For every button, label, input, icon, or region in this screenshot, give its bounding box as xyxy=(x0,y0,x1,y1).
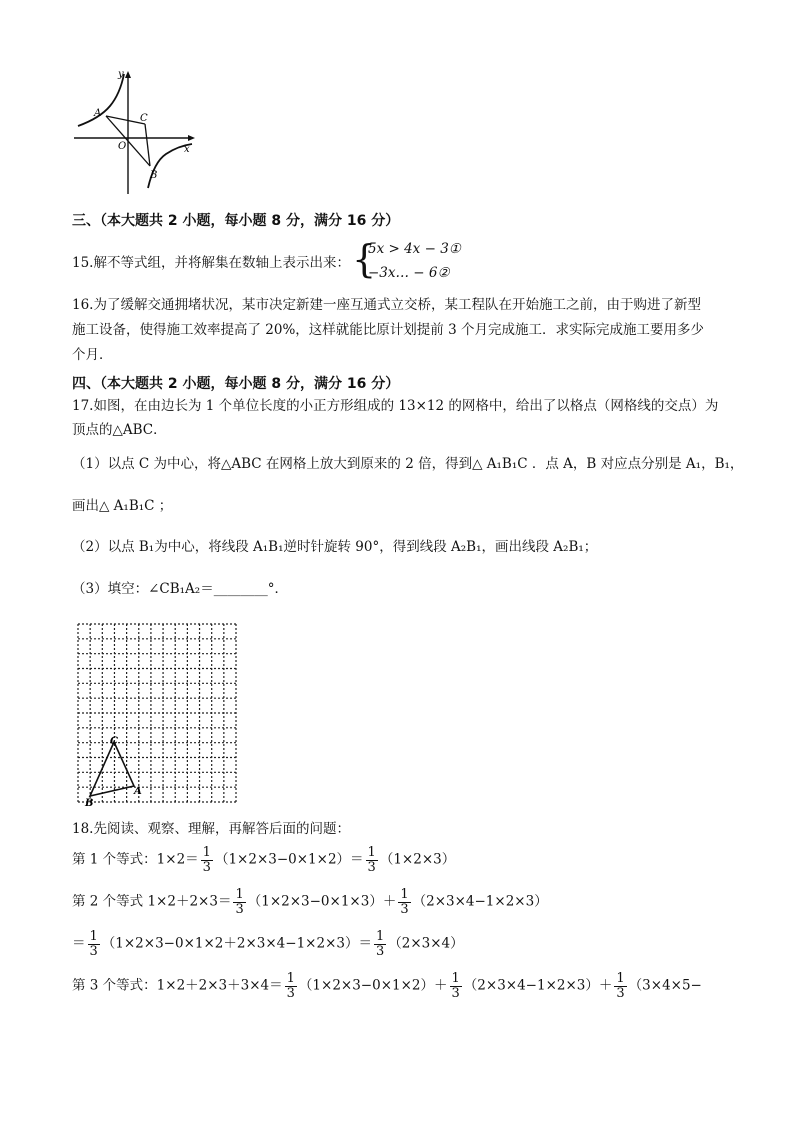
fraction-one-third xyxy=(398,888,410,916)
grid-label-a: A xyxy=(134,786,142,797)
q18-equation-2 xyxy=(72,888,548,916)
fraction-one-third xyxy=(374,930,386,958)
eq3-head: 第 3 个等式：1×2＋2×3＋3×4＝ xyxy=(72,977,283,994)
q17-part-3: （3）填空：∠CB₁A₂＝________°． xyxy=(72,581,288,597)
eq1-tail: （1×2×3） xyxy=(379,851,456,868)
q16-line-1: 16.为了缓解交通拥堵状况，某市决定新建一座互通式立交桥，某工程队在开始施工之前，由于购进了新型 xyxy=(72,297,701,313)
grid-label-b: B xyxy=(85,798,94,808)
q15-inequality-1: 5x > 4x − 3① xyxy=(368,241,461,257)
q17-line-2: 顶点的△ABC． xyxy=(72,422,167,438)
eq3-b: （2×3×4−1×2×3）＋ xyxy=(463,977,613,994)
frac-num: 1 xyxy=(451,971,460,986)
fraction-one-third xyxy=(233,888,245,916)
grid-label-c: C xyxy=(110,736,118,747)
frac-den: 3 xyxy=(375,943,385,959)
eq3-c: （3×4×5− xyxy=(628,977,702,994)
eq1-mid: （1×2×3−0×1×2）＝ xyxy=(214,851,364,868)
eq2-head: 第 2 个等式 1×2＋2×3＝ xyxy=(72,893,232,910)
grid-lines xyxy=(78,624,236,802)
eq2b-tail: （2×3×4） xyxy=(388,935,464,952)
fraction-one-third xyxy=(88,930,100,958)
q15-inequality-2: −3x… − 6② xyxy=(368,265,450,281)
eq3-a: （1×2×3−0×1×2）＋ xyxy=(298,977,448,994)
system-brace: { xyxy=(352,237,377,281)
label-a: A xyxy=(94,108,102,119)
eq2b-mid: （1×2×3−0×1×2＋2×3×4−1×2×3）＝ xyxy=(101,935,372,952)
label-y: y xyxy=(118,69,124,80)
fraction-one-third xyxy=(201,846,213,874)
q17-line-1: 17.如图，在由边长为 1 个单位长度的小正方形组成的 13×12 的网格中，给出了以格点（网格线的交点）为 xyxy=(72,398,719,414)
eq2b-head: ＝ xyxy=(72,935,86,952)
eq1-head: 第 1 个等式：1×2＝ xyxy=(72,851,199,868)
section-3-heading: 三、（本大题共 2 小题，每小题 8 分，满分 16 分） xyxy=(72,213,400,229)
q18-equation-2-continued xyxy=(72,930,464,958)
frac-den: 3 xyxy=(202,859,211,875)
frac-num: 1 xyxy=(202,845,211,860)
frac-den: 3 xyxy=(286,985,295,1001)
q18-equation-3 xyxy=(72,972,702,1000)
q17-part-2: （2）以点 B₁为中心，将线段 A₁B₁逆时针旋转 90°，得到线段 A₂B₁，画出线段 A₂B₁； xyxy=(72,539,598,555)
frac-num: 1 xyxy=(400,887,409,902)
label-c: C xyxy=(140,113,148,124)
frac-den: 3 xyxy=(451,985,460,1001)
frac-den: 3 xyxy=(400,901,409,917)
frac-num: 1 xyxy=(367,845,376,860)
q16-line-2: 施工设备，使得施工效率提高了 20%，这样就能比原计划提前 3 个月完成施工．求实际完成施工要用多少 xyxy=(72,322,704,338)
frac-den: 3 xyxy=(367,859,376,875)
q17-grid-figure xyxy=(74,620,240,808)
frac-num: 1 xyxy=(286,971,295,986)
section-4-heading: 四、（本大题共 2 小题，每小题 8 分，满分 16 分） xyxy=(72,376,400,392)
fraction-one-third xyxy=(285,972,297,1000)
q17-part-1: （1）以点 C 为中心，将△ABC 在网格上放大到原来的 2 倍，得到△ A₁B₁C ．点 A，B 对应点分别是 A₁，B₁， xyxy=(72,456,744,472)
eq2-mid: （1×2×3−0×1×3）＋ xyxy=(247,893,397,910)
fraction-one-third xyxy=(450,972,462,1000)
frac-den: 3 xyxy=(235,901,244,917)
fraction-one-third xyxy=(366,846,378,874)
frac-num: 1 xyxy=(235,887,244,902)
q17-part-1-draw: 画出△ A₁B₁C ； xyxy=(72,498,173,514)
frac-num: 1 xyxy=(616,971,625,986)
q18-intro: 18.先阅读、观察、理解，再解答后面的问题： xyxy=(72,821,350,837)
frac-num: 1 xyxy=(375,929,385,944)
triangle-abc xyxy=(90,742,134,796)
label-b: B xyxy=(150,170,158,181)
frac-num: 1 xyxy=(89,929,98,944)
q16-line-3: 个月． xyxy=(72,347,113,363)
label-x: x xyxy=(184,144,190,155)
q15-text: 15.解不等式组，并将解集在数轴上表示出来： xyxy=(72,255,350,271)
fraction-one-third xyxy=(614,972,626,1000)
q18-equation-1 xyxy=(72,846,455,874)
frac-den: 3 xyxy=(89,943,98,959)
function-graph-figure xyxy=(70,66,200,198)
label-o: O xyxy=(118,141,127,152)
eq2-tail: （2×3×4−1×2×3） xyxy=(412,893,548,910)
frac-den: 3 xyxy=(616,985,625,1001)
